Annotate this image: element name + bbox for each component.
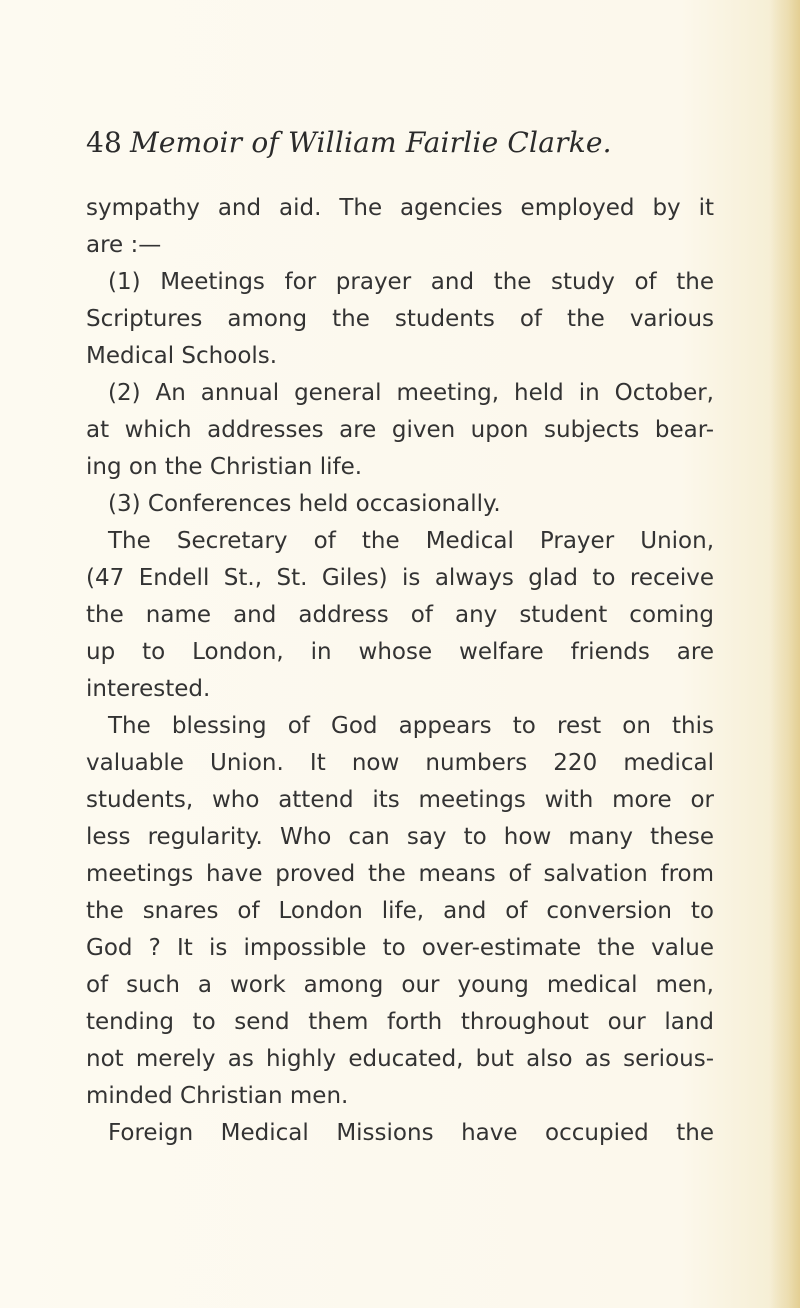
text-line: (1) Meetings for prayer and the study of the: [108, 269, 714, 295]
text-line: The Secretary of the Medical Prayer Union,: [108, 528, 714, 554]
page-number: 48: [86, 126, 123, 159]
text-line: students, who attend its meetings with more or: [86, 787, 714, 813]
text-line: less regularity. Who can say to how many these: [86, 824, 714, 850]
text-line: Foreign Medical Missions have occupied the: [108, 1120, 714, 1146]
text-line: sympathy and aid. The agencies employed by it: [86, 195, 714, 221]
running-head: [86, 126, 686, 166]
text-line: not merely as highly educated, but also as serious-: [86, 1046, 714, 1072]
text-line: ing on the Christian life.: [86, 454, 363, 480]
text-line: of such a work among our young medical men,: [86, 972, 714, 998]
text-line: interested.: [86, 676, 211, 702]
text-line: Scriptures among the students of the various: [86, 306, 714, 332]
text-line: The blessing of God appears to rest on this: [108, 713, 714, 739]
text-line: (3) Conferences held occasionally.: [108, 491, 501, 517]
text-line: (47 Endell St., St. Giles) is always glad to receive: [86, 565, 714, 591]
text-line: up to London, in whose welfare friends are: [86, 639, 714, 665]
page-edge-shading: [770, 0, 800, 1308]
text-line: valuable Union. It now numbers 220 medical: [86, 750, 714, 776]
text-line: the snares of London life, and of conversion to: [86, 898, 714, 924]
text-line: the name and address of any student coming: [86, 602, 714, 628]
running-title: Memoir of William Fairlie Clarke.: [130, 126, 612, 159]
text-line: meetings have proved the means of salvation from: [86, 861, 714, 887]
text-line: tending to send them forth throughout our land: [86, 1009, 714, 1035]
text-line: (2) An annual general meeting, held in October,: [108, 380, 714, 406]
body-text: [86, 190, 714, 1152]
text-line: minded Christian men.: [86, 1083, 349, 1109]
text-line: are :—: [86, 232, 162, 258]
text-line: God ? It is impossible to over-estimate the value: [86, 935, 714, 961]
text-line: Medical Schools.: [86, 343, 278, 369]
text-line: at which addresses are given upon subjects bear-: [86, 417, 714, 443]
